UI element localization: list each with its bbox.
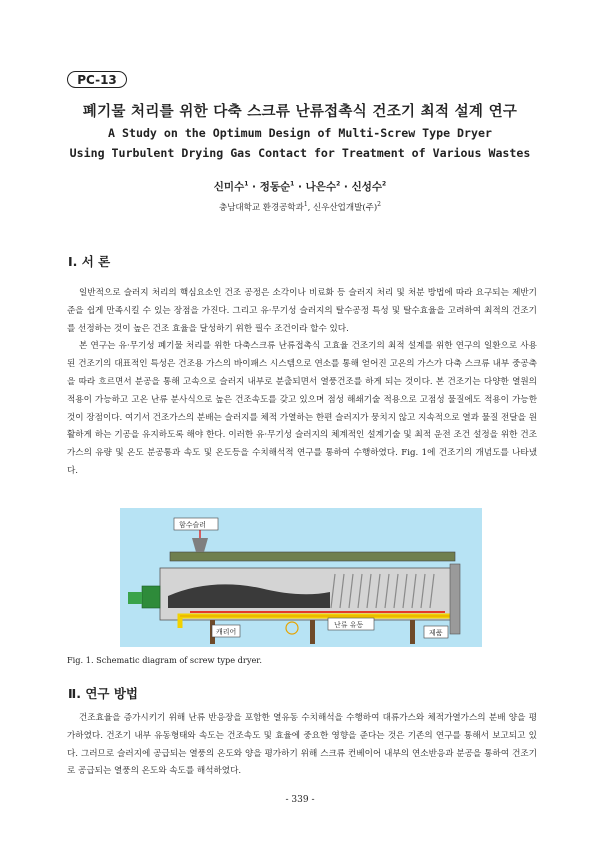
affiliation: 신우산업개발(주) bbox=[313, 203, 378, 213]
english-title-line-2: Using Turbulent Drying Gas Contact for Treatment of Various Wastes bbox=[69, 146, 531, 160]
affiliation-separator: , bbox=[307, 203, 314, 213]
author-separator: · bbox=[340, 181, 352, 193]
author-name: 신성수 bbox=[351, 181, 383, 193]
author-separator: · bbox=[248, 181, 260, 193]
affiliation-marker: 1 bbox=[303, 201, 308, 209]
paragraph: 본 연구는 유·무기성 폐기물 처리를 위한 다축스크류 난류접촉식 고효율 건조기의 최적 설계를 위한 연구의 일환으로 사용된 건조기의 대표적인 특성은 건조용 가스의 바이패스 시스템으로 연소를 통해 얻어진 고온의 가스가 다축 스크류 내부 중공축을 따라 흐르면서 분공을 통해 고속으로 슬러지 내부로 분출되면서 열풍건조를 하게 되는 것이다. 본 건조기는 다양한 열원의 적용이 가능하고 고온 난류 분사식으로 높은 건조속도를 갖고 있으며 점성 해쇄기술 적용으로 고점성 물질에도 적용이 가능한 것이 장점이다. 여기서 건조가스의 분배는 슬러지를 체적 가열하는 한편 슬러지가 뭉치지 않고 지속적으로 열과 물질 전달을 원활하게 하는 기공을 유지하도록 해야 한다. 이러한 유·무기성 슬러지의 체계적인 설계기술 및 최적 운전 조건 설정을 위한 건조가스의 유량 및 온도 분공통과 속도 및 온도등을 수치해석적 연구를 통하여 수행하였다. Fig. 1에 건조기의 개념도를 나타냈다. bbox=[67, 341, 537, 476]
methods-body bbox=[67, 710, 537, 781]
introduction-body bbox=[67, 285, 537, 481]
author-list bbox=[0, 179, 600, 194]
affiliation-marker: 2 bbox=[336, 180, 341, 188]
author-name: 나은수 bbox=[305, 181, 337, 193]
label-product: 제품 bbox=[429, 629, 443, 637]
label-flow: 난류 유동 bbox=[334, 621, 364, 629]
label-carrier: 캐리어 bbox=[216, 628, 237, 636]
affiliation-marker: 1 bbox=[290, 180, 295, 188]
author-separator: · bbox=[294, 181, 306, 193]
affiliation-list bbox=[0, 201, 600, 213]
author-name: 신미수 bbox=[213, 181, 245, 193]
paragraph: 일반적으로 슬러지 처리의 핵심요소인 건조 공정은 소각이나 비료화 등 슬러지 처리 및 처분 방법에 따라 요구되는 제반기준을 쉽게 만족시킬 수 있는 장점을 가진다. 그리고 유·무기성 슬러지의 탈수공정 특성 및 탈수효율을 고려하여 최적의 건조기를 선정하는 것이 높은 건조 효율을 달성하기 위한 필수 조건이라 할수 있다. bbox=[67, 288, 537, 334]
affiliation-marker: 1 bbox=[244, 180, 249, 188]
paragraph: 건조효율을 증가시키기 위해 난류 반응장을 포함한 열유동 수치해석을 수행하여 대류가스와 체적가열가스의 분배 양을 평가하였다. 건조기 내부 유동형태와 속도는 건조속도 및 효율에 중요한 영향을 준다는 것은 기존의 연구를 통해서 보고되고 있다. 그러므로 슬러지에 공급되는 열풍의 온도와 양을 평가하기 위해 스크류 컨베이어 내부의 연소반응과 분공을 통하여 건조기로 공급되는 열풍의 온도와 속도를 해석하였다. bbox=[67, 713, 537, 777]
author-name: 정동순 bbox=[259, 181, 291, 193]
motor-housing bbox=[128, 592, 142, 604]
affiliation: 충남대학교 환경공학과 bbox=[218, 203, 304, 213]
section-badge: PC-13 bbox=[67, 71, 127, 88]
affiliation-marker: 2 bbox=[377, 201, 381, 209]
korean-title: 폐기물 처리를 위한 다축 스크류 난류접촉식 건조기 최적 설계 연구 bbox=[82, 104, 518, 120]
exit-chute bbox=[450, 564, 460, 634]
english-title-line-1: A Study on the Optimum Design of Multi-Screw Type Dryer bbox=[108, 126, 492, 140]
page-number: - 339 - bbox=[285, 795, 315, 805]
section-heading-methods: Ⅱ. 연구 방법 bbox=[68, 686, 138, 701]
top-frame bbox=[170, 552, 455, 561]
label-sludge: 함수슬러 bbox=[179, 521, 207, 529]
affiliation-marker: 2 bbox=[382, 180, 387, 188]
dryer-schematic-figure bbox=[120, 508, 482, 647]
figure-caption: Fig. 1. Schematic diagram of screw type dryer. bbox=[67, 655, 262, 665]
drive-motor bbox=[142, 586, 160, 608]
section-heading-introduction: Ⅰ. 서 론 bbox=[68, 254, 111, 269]
